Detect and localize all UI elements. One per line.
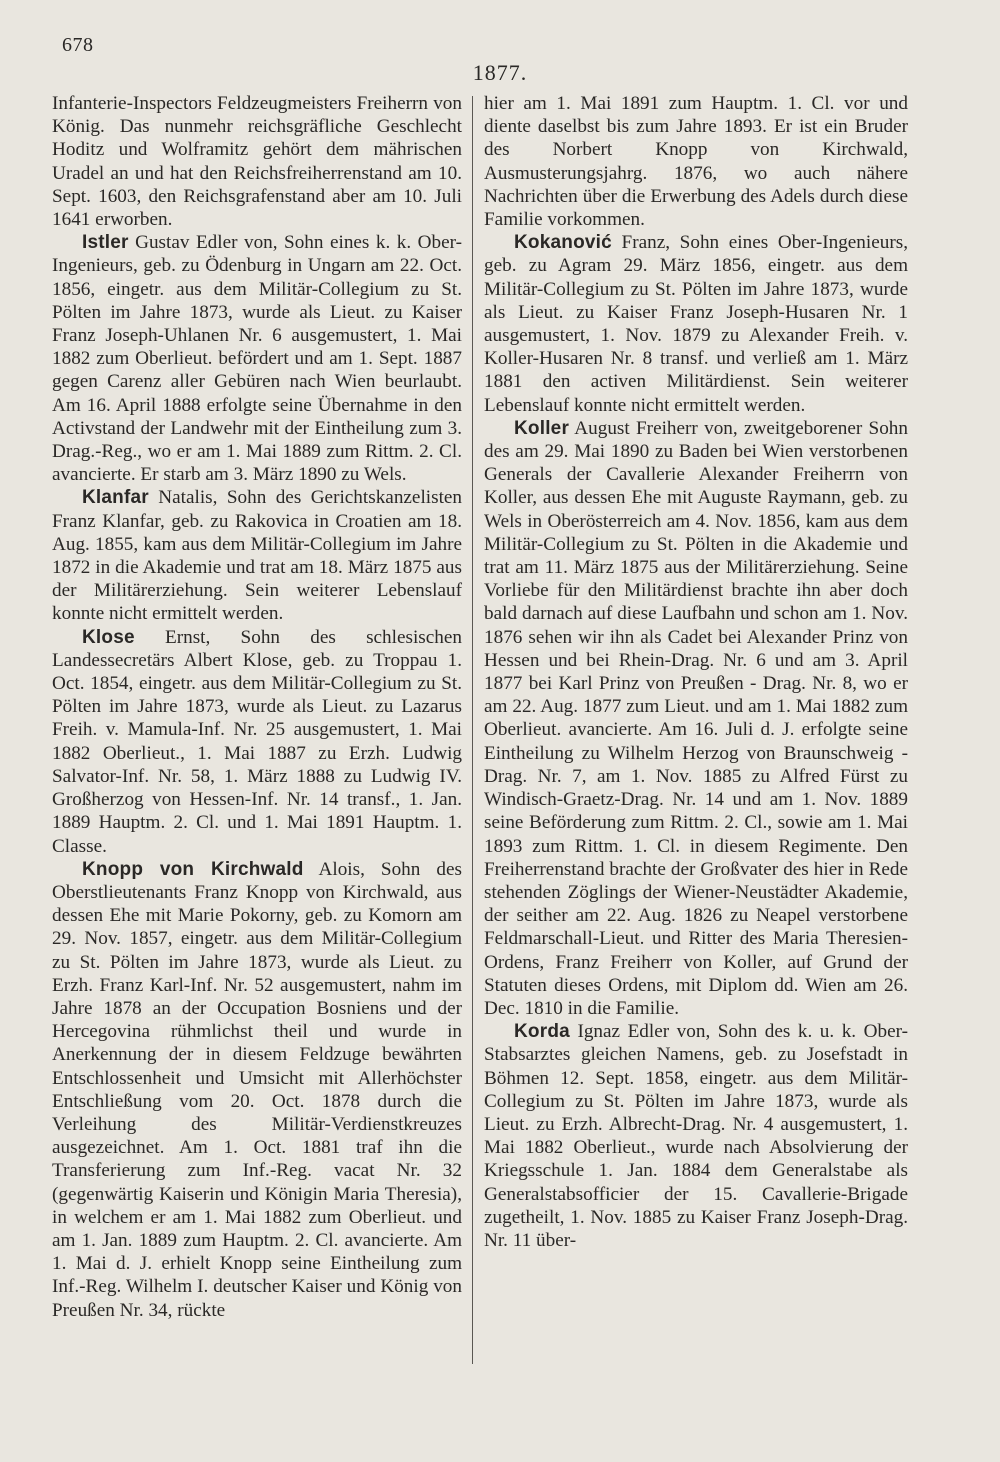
entry-continuation	[484, 92, 908, 231]
entry-text: Franz, Sohn eines Ober-Ingenieurs, geb. zu Agram 29. März 1856, eingetr. aus dem Militär-Collegium zu St. Pölten im Jahre 1873, wurde als Lieut. zu Kaiser Franz Joseph-Husaren Nr. 1 ausgemustert, 1. Nov. 1879 zu Alexander Freih. v. Koller-Husaren Nr. 8 transf. und verließ am 1. März 1881 den activen Militärdienst. Sein weiterer Lebenslauf konnte nicht ermittelt werden.	[484, 232, 908, 416]
entry-text: Gustav Edler von, Sohn eines k. k. Ober-Ingenieurs, geb. zu Ödenburg in Ungarn am 22. Oct. 1856, eingetr. aus dem Militär-Collegium zu St. Pölten im Jahre 1873, wurde als Lieut. zu Kaiser Franz Joseph-Uhlanen Nr. 6 ausgemustert, 1. Mai 1882 zum Oberlieut. befördert und am 1. Sept. 1887 gegen Carenz aller Gebüren nach Wien beurlaubt. Am 16. April 1888 erfolgte seine Übernahme in den Activstand der Landwehr mit der Eintheilung zum 3. Drag.-Reg., wo er am 1. Mai 1889 zum Rittm. 2. Cl. avancierte. Er starb am 3. März 1890 zu Wels.	[52, 232, 462, 486]
right-column	[484, 92, 908, 1252]
entry-name: Klanfar	[82, 487, 149, 509]
entry-text: August Freiherr von, zweitgeborener Sohn des am 29. Mai 1890 zu Baden bei Wien verstorbenen Generals der Cavallerie Alexander Freiherrn von Koller, aus dessen Ehe mit Auguste Raymann, geb. zu Wels in Oberösterreich am 4. Nov. 1856, kam aus dem Militär-Collegium zu St. Pölten in die Akademie und trat am 11. März 1875 aus der Militärerziehung. Seine Vorliebe für den Militärdienst brachte ihn aber doch bald darnach auf diese Laufbahn und schon am 1. Nov. 1876 sehen wir ihn als Cadet bei Alexander Prinz von Hessen und bei Rhein-Drag. Nr. 6 und am 3. April 1877 bei Karl Prinz von Preußen - Drag. Nr. 8, wo er am 22. Aug. 1877 zum Lieut. und am 1. Mai 1882 zum Oberlieut. avancierte. Am 16. Juli d. J. erfolgte seine Eintheilung zu Wilhelm Herzog von Braunschweig - Drag. Nr. 7, am 1. Nov. 1885 zu Alfred Fürst zu Windisch-Graetz-Drag. Nr. 14 und am 1. Nov. 1889 seine Beförderung zum Rittm. 2. Cl., sowie am 1. Mai 1893 zum Rittm. 1. Cl. in diesem Regimente. Den Freiherrenstand brachte der Großvater des hier in Rede stehenden Zöglings der Wiener-Neustädter Akademie, der seither am 22. Aug. 1826 zu Neapel verstorbene Feldmarschall-Lieut. und Ritter des Maria Theresien-Ordens, Franz Freiherr von Koller, auf Grund der Statuten dieses Ordens, mit Diplom dd. Wien am 26. Dec. 1810 in die Familie.	[484, 417, 908, 1019]
entry-korda	[484, 1020, 908, 1252]
entry-name: Korda	[514, 1021, 570, 1043]
entry-name: Knopp von Kirchwald	[82, 858, 304, 880]
column-divider	[472, 96, 473, 1364]
entry-name: Koller	[514, 417, 570, 439]
page-number: 678	[62, 34, 94, 56]
entry-text: Infanterie-Inspectors Feldzeugmeisters Freiherrn von König. Das nunmehr reichsgräfliche Geschlecht Hoditz und Wolframitz gehört dem mährischen Uradel an und hat den Reichsfreiherrenstand am 10. Sept. 1603, den Reichsgrafenstand aber am 10. Juli 1641 erworben.	[52, 93, 462, 231]
entry-name: Klose	[82, 626, 135, 648]
entry-koller	[484, 417, 908, 1020]
entry-name: Kokanović	[514, 232, 612, 254]
entry-kokanovic	[484, 231, 908, 417]
entry-knopp	[52, 858, 462, 1322]
entry-continuation	[52, 92, 462, 231]
left-column	[52, 92, 462, 1322]
entry-name: Istler	[82, 232, 129, 254]
entry-text: Ignaz Edler von, Sohn des k. u. k. Ober-Stabsarztes gleichen Namens, geb. zu Josefstadt in Böhmen 12. Sept. 1858, eingetr. aus dem Militär-Collegium zu St. Pölten im Jahre 1873, wurde als Lieut. zu Erzh. Albrecht-Drag. Nr. 4 ausgemustert, 1. Mai 1882 Oberlieut., wurde nach Absolvierung der Kriegsschule 1. Jan. 1884 dem Generalstabe als Generalstabsofficier der 15. Cavallerie-Brigade zugetheilt, 1. Nov. 1885 zu Kaiser Franz Joseph-Drag. Nr. 11 über-	[484, 1021, 908, 1251]
entry-text: Alois, Sohn des Oberstlieutenants Franz Knopp von Kirchwald, aus dessen Ehe mit Marie Pokorny, geb. zu Komorn am 29. Nov. 1857, eingetr. aus dem Militär-Collegium zu St. Pölten im Jahre 1873, wurde als Lieut. zu Erzh. Franz Karl-Inf. Nr. 52 ausgemustert, nahm im Jahre 1878 an der Occupation Bosniens und der Hercegovina rühmlichst theil und wurde in Anerkennung der in diesem Feldzuge bewährten Entschlossenheit und Umsicht mit Allerhöchster Entschließung vom 20. Oct. 1878 durch die Verleihung des Militär-Verdienstkreuzes ausgezeichnet. Am 1. Oct. 1881 traf ihn die Transferierung zum Inf.-Reg. vacat Nr. 32 (gegenwärtig Kaiserin und Königin Maria Theresia), in welchem er am 1. Mai 1882 zum Oberlieut. und am 1. Jan. 1889 zum Hauptm. 2. Cl. avancierte. Am 1. Mai d. J. erhielt Knopp seine Eintheilung zum Inf.-Reg. Wilhelm I. deutscher Kaiser und König von Preußen Nr. 34, rückte	[52, 858, 462, 1321]
entry-klose	[52, 626, 462, 858]
entry-text: Natalis, Sohn des Gerichtskanzelisten Franz Klanfar, geb. zu Rakovica in Croatien am 18. Aug. 1855, kam aus dem Militär-Collegium im Jahre 1872 in die Akademie und trat am 18. März 1875 aus der Militärerziehung. Sein weiterer Lebenslauf konnte nicht ermittelt werden.	[52, 487, 463, 625]
entry-text: hier am 1. Mai 1891 zum Hauptm. 1. Cl. vor und diente daselbst bis zum Jahre 1893. Er ist ein Bruder des Norbert Knopp von Kirchwald, Ausmusterungsjahrg. 1876, wo auch nähere Nachrichten über die Erwerbung des Adels durch diese Familie vorkommen.	[484, 93, 908, 231]
entry-istler	[52, 231, 462, 486]
entry-klanfar	[52, 486, 462, 625]
entry-text: Ernst, Sohn des schlesischen Landessecretärs Albert Klose, geb. zu Troppau 1. Oct. 1854, eingetr. aus dem Militär-Collegium zu St. Pölten im Jahre 1873, wurde als Lieut. zu Lazarus Freih. v. Mamula-Inf. Nr. 25 ausgemustert, 1. Mai 1882 Oberlieut., 1. Mai 1887 zu Erzh. Ludwig Salvator-Inf. Nr. 58, 1. März 1888 zu Ludwig IV. Großherzog von Hessen-Inf. Nr. 14 transf., 1. Jan. 1889 Hauptm. 2. Cl. und 1. Mai 1891 Hauptm. 1. Classe.	[52, 626, 462, 857]
running-header-year: 1877.	[472, 60, 528, 85]
